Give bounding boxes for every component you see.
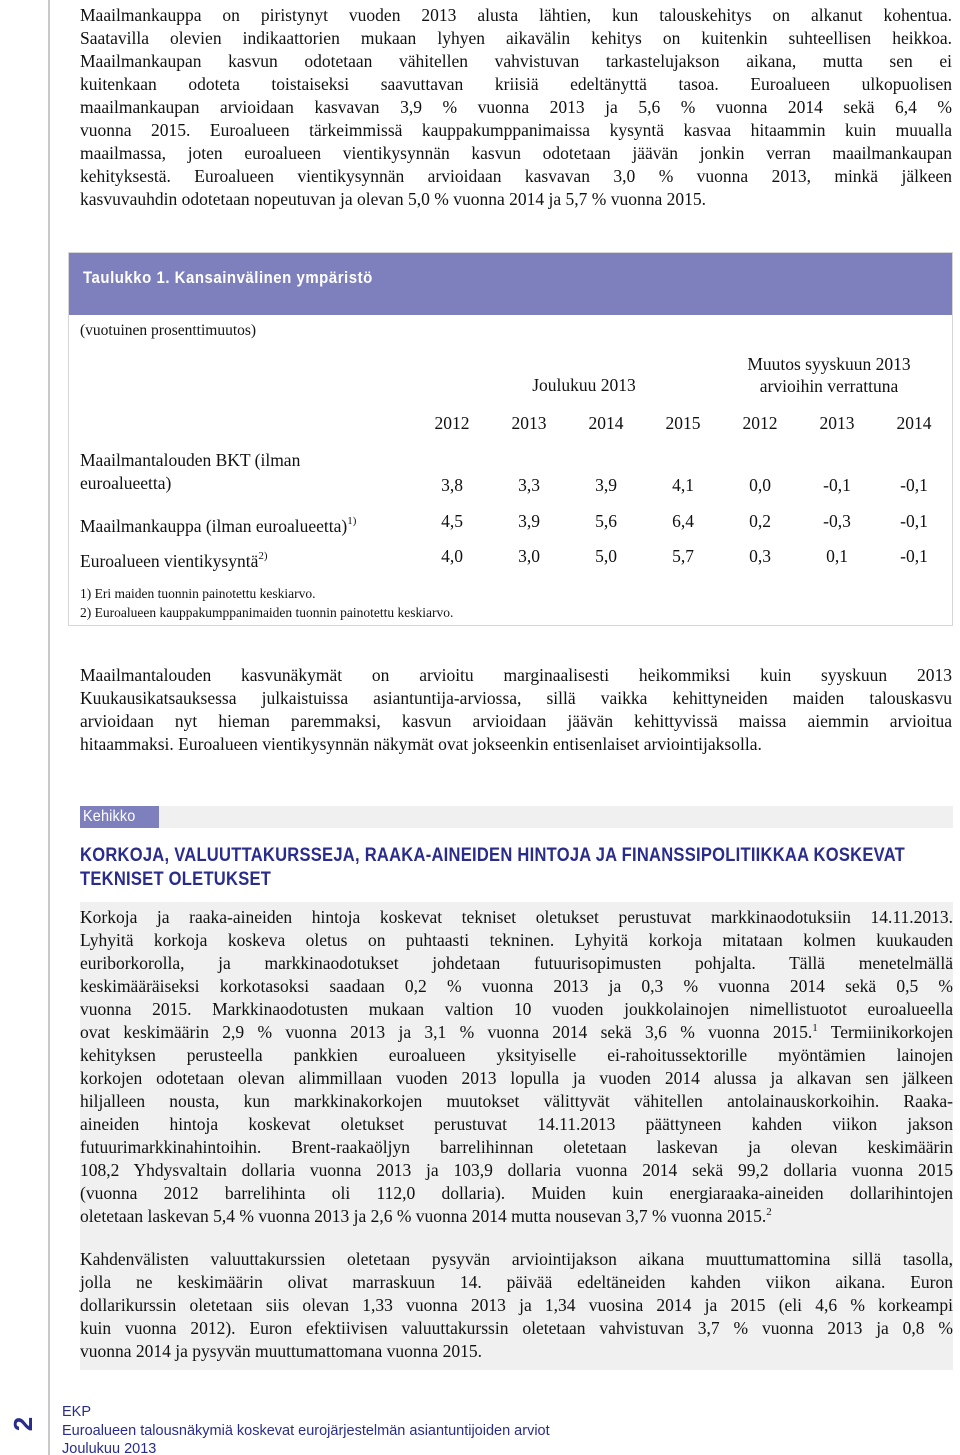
table-footnote: 1) Eri maiden tuonnin painotettu keskiarvo.: [80, 586, 316, 601]
box-line: keskimääräiseksi korkotasoksi saadaan 0,2 % vuonna 2013 ja 0,3 % vuonna 2014 sekä 0,5 %: [80, 976, 953, 996]
body-paragraph: [80, 664, 952, 756]
box-line: (vuonna 2012 barrelihinta oli 112,0 dollaria). Muiden kuin energiaraaka-aineiden dollarihintojen: [80, 1183, 953, 1203]
body-line: hitaammaksi. Euroalueen vientikysynnän näkymät ovat jokseenkin entisenlaiset arviointijaksolla.: [80, 734, 762, 754]
table-cell: 0,1: [826, 546, 848, 566]
footer-publisher: EKP: [62, 1404, 92, 1420]
box-line: dollarikurssin oletetaan siis olevan 1,33 vuonna 2013 ja 1,34 vuosina 2014 ja 2015 (eli 4,6 % korkeampi: [80, 1295, 953, 1315]
table-title-bar: [69, 253, 952, 315]
table-cell: 3,9: [518, 511, 540, 531]
box-label: Kehikko: [83, 808, 136, 825]
box-line: euriborkorolla, ja markkinaodotukset johdetaan futuurisopimusten pohjalta. Tällä menetelmällä: [80, 953, 953, 973]
box-line: Lyhyitä korkoja koskeva oletus on puhtaasti tekninen. Lyhyitä korkoja mitataan kolmen kuukauden: [80, 930, 953, 950]
box-line: futuurimarkkinahintoihin. Brent-raakaöljyn barrelihinnan oletetaan laskevan ja olevan keskimäärin: [80, 1137, 953, 1157]
box-title: [80, 844, 906, 892]
table-cell: 5,0: [595, 546, 617, 566]
row-label-line: Euroalueen vientikysyntä: [80, 551, 259, 571]
table-cell: 4,1: [672, 475, 694, 495]
table-cell: 6,4: [672, 511, 694, 531]
table-title: Taulukko 1. Kansainvälinen ympäristö: [83, 268, 373, 287]
intro-line: Maailmankaupan kasvun odotetaan vähitellen vahvistuvan tarkastelujakson aikana, mutta sen ei: [80, 51, 952, 71]
box-line: vuonna 2014 ja pysyvän muuttumattomana vuonna 2015.: [80, 1341, 482, 1361]
year-header: 2013: [819, 413, 855, 433]
box-title-line: KORKOJA, VALUUTTAKURSSEJA, RAAKA-AINEIDEN HINTOJA JA FINANSSIPOLITIIKKAA KOSKEVAT: [80, 845, 906, 866]
row-label-line: Maailmankauppa (ilman euroalueetta): [80, 516, 348, 536]
intro-line: maailmassa, joten euroalueen vientikysynnän kasvun odotetaan jäävän jonkin verran maailmankaupan: [80, 143, 952, 163]
table-cell: 0,2: [749, 511, 771, 531]
box-line: hiljalleen nousta, kun markkinakorkojen muutokset välittyvät vähitellen antolainauskorkoihin. Raaka-: [80, 1091, 953, 1111]
intro-line: kehityksestä. Euroalueen vientikysynnän arvioidaan kasvavan 3,0 % vuonna 2013, minkä jälkeen: [80, 166, 952, 186]
box-label-tab: [80, 806, 159, 828]
box-line: kehityksen perusteella pankkien euroalueen yksityiselle ei-rahoitussektorille myöntämien lainojen: [80, 1045, 953, 1065]
year-header: 2015: [665, 413, 701, 433]
table-cell: 3,8: [441, 475, 463, 495]
box-line: 108,2 Yhdysvaltain dollaria vuonna 2013 ja 103,9 dollaria vuonna 2014 sekä 99,2 dollaria vuonna 2015: [80, 1160, 953, 1180]
table-cell: -0,1: [900, 511, 928, 531]
footnote-marker: 1: [812, 1022, 818, 1034]
footnote-marker: 2): [258, 550, 268, 562]
box-1: [80, 806, 953, 1370]
intro-line: kasvuvauhdin odotetaan nopeutuvan ja olevan 5,0 % vuonna 2014 ja 5,7 % vuonna 2015.: [80, 189, 706, 209]
column-group-header-line: Muutos syyskuun 2013: [747, 354, 911, 374]
table-footnote: 2) Euroalueen kauppakumppanimaiden tuonnin painotettu keskiarvo.: [80, 605, 454, 620]
footnote-marker: 1): [347, 515, 357, 527]
row-label-line: euroalueetta): [80, 473, 172, 493]
box-line-tail: Termiinikorkojen: [817, 1022, 953, 1042]
intro-line: maailmankaupan arvioidaan kasvavan 3,9 % vuonna 2013 ja 5,6 % vuonna 2014 sekä 6,4 %: [80, 97, 952, 117]
row-label: [80, 510, 356, 538]
year-header: 2013: [511, 413, 547, 433]
body-line: Kuukausikatsauksessa julkaistuissa asiantuntija-arviossa, sillä vaikka kehittyneiden maiden talouskasvu: [80, 688, 952, 708]
row-label: [80, 545, 268, 573]
table-1: [68, 252, 953, 626]
body-line: arvioidaan nyt hieman paremmaksi, kasvun arvioidaan jäävän kehittyvissä maissa aiemmin arvioitua: [80, 711, 952, 731]
page-number: 2: [8, 1416, 38, 1432]
box-line-text: oletetaan laskevan 5,4 % vuonna 2013 ja 2,6 % vuonna 2014 mutta nousevan 3,7 % vuonna 2015.: [80, 1206, 767, 1226]
box-line: vuonna 2015. Markkinaodotusten mukaan valtion 10 vuoden joukkolainojen nimellistuotot euroalueella: [80, 999, 953, 1019]
row-label-line: Maailmantalouden BKT (ilman: [80, 450, 301, 470]
body-line: Maailmantalouden kasvunäkymät on arvioitu marginaalisesti heikommiksi kuin syyskuun 2013: [80, 665, 952, 685]
box-line: jolla ne keskimäärin olivat marraskuun 14. päivää edeltäneiden kahden viikon aikana. Euron: [80, 1272, 953, 1292]
year-header: 2012: [434, 413, 470, 433]
year-header: 2014: [588, 413, 624, 433]
box-line-text: ovat keskimäärin 2,9 % vuonna 2013 ja 3,1 % vuonna 2014 sekä 3,6 % vuonna 2015.: [80, 1022, 813, 1042]
box-line: kuin vuonna 2012). Euron efektiivisen valuuttakurssin oletetaan vahvistuvan 3,7 % vuonna 2013 ja 0,8 %: [80, 1318, 953, 1338]
table-cell: 5,7: [672, 546, 694, 566]
box-line: [80, 1021, 953, 1044]
table-cell: 4,5: [441, 511, 463, 531]
box-line: korkojen odotetaan olevan alimmillaan vuoden 2013 lopulla ja vuoden 2014 alussa ja alkavan sen jälkeen: [80, 1068, 953, 1088]
table-cell: -0,1: [823, 475, 851, 495]
footer-publication-title: Euroalueen talousnäkymiä koskevat eurojärjestelmän asiantuntijoiden arviot: [62, 1422, 550, 1439]
table-cell: 3,0: [518, 546, 540, 566]
page-footer: [62, 1403, 550, 1455]
intro-paragraph: [80, 4, 952, 211]
year-header: 2014: [896, 413, 932, 433]
box-paragraph-1: [80, 906, 953, 1228]
table-cell: -0,3: [823, 511, 851, 531]
box-line: Kahdenvälisten valuuttakurssien oletetaan pysyvän arviointijakson aikana muuttumattomina sillä tasolla,: [80, 1249, 953, 1269]
left-margin-rule: [48, 0, 50, 1455]
table-cell: 0,3: [749, 546, 771, 566]
intro-line: vuonna 2015. Euroalueen tärkeimmissä kauppakumppanimaissa kysyntä kasvaa hitaammin kuin muualla: [80, 120, 952, 140]
table-cell: 0,0: [749, 475, 771, 495]
table-cell: -0,1: [900, 475, 928, 495]
intro-line: Saatavilla olevien indikaattorien mukaan lyhyen aikavälin kehitys on kuitenkin suhteellisen heikkoa.: [80, 28, 952, 48]
year-header: 2012: [742, 413, 778, 433]
footer-date: Joulukuu 2013: [62, 1441, 157, 1455]
box-line: aineiden hintoja koskevat oletukset perustuvat 14.11.2013 päättyneen kahden viikon jakson: [80, 1114, 953, 1134]
table-cell: 3,3: [518, 475, 540, 495]
column-group-header-muutos: [714, 353, 944, 397]
table-cell: -0,1: [900, 546, 928, 566]
intro-line: Maailmankauppa on piristynyt vuoden 2013 alusta lähtien, kun talouskehitys on alkanut kohentua.: [80, 5, 952, 25]
intro-line: kuitenkaan odoteta toistaiseksi saavuttavan kriisiä edeltänyttä tasoa. Euroalueen ulkopuolisen: [80, 74, 952, 94]
box-title-line: TEKNISET OLETUKSET: [80, 869, 272, 890]
box-paragraph-2: [80, 1248, 953, 1363]
column-group-header-joulukuu: Joulukuu 2013: [532, 375, 636, 395]
table-subtitle: (vuotuinen prosenttimuutos): [80, 322, 257, 339]
box-line: [80, 1205, 953, 1228]
row-label: [80, 449, 300, 495]
column-group-header-line: arvioihin verrattuna: [759, 376, 899, 396]
table-cell: 3,9: [595, 475, 617, 495]
box-line: Korkoja ja raaka-aineiden hintoja koskevat tekniset oletukset perustuvat markkinaodotuksiin 14.11.2013.: [80, 907, 953, 927]
table-cell: 4,0: [441, 546, 463, 566]
table-cell: 5,6: [595, 511, 617, 531]
footnote-marker: 2: [766, 1206, 772, 1218]
